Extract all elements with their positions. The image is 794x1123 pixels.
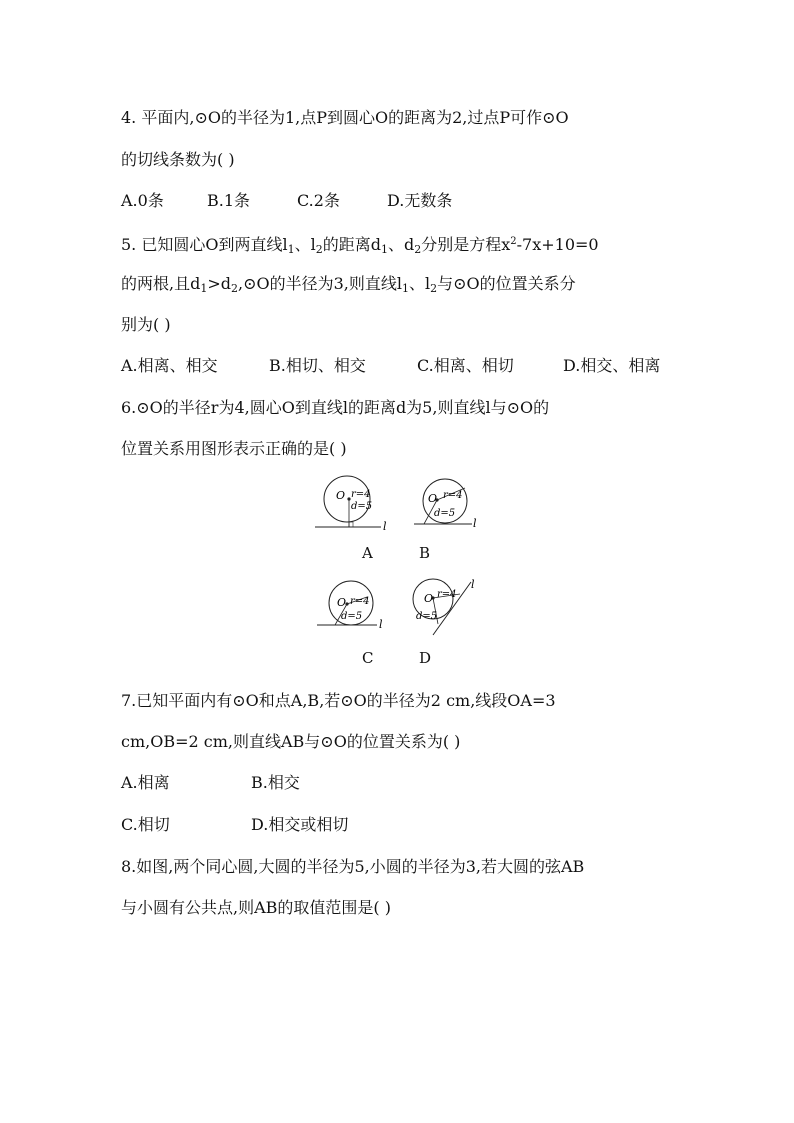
figure-c-r-label: r=4 xyxy=(350,596,370,607)
figure-d-l-label: l xyxy=(471,578,475,591)
q5-option-d: D.相交、相离 xyxy=(563,356,661,375)
figure-a-r-label: r=4 xyxy=(351,489,371,500)
q5-line-3: 别为( ) xyxy=(121,315,171,334)
q4-option-c: C.2条 xyxy=(297,191,340,210)
q8-line-1: 8.如图,两个同心圆,大圆的半径为5,小圆的半径为3,若大圆的弦AB xyxy=(121,857,585,876)
q6-line-2: 位置关系用图形表示正确的是( ) xyxy=(121,439,347,458)
q5-option-a: A.相离、相交 xyxy=(121,356,218,375)
q4-line-2: 的切线条数为( ) xyxy=(121,150,235,169)
q7-line-1: 7.已知平面内有⊙O和点A,B,若⊙O的半径为2 cm,线段OA=3 xyxy=(121,691,556,710)
q4-option-d: D.无数条 xyxy=(387,191,453,210)
q6-line-1: 6.⊙O的半径r为4,圆心O到直线l的距离d为5,则直线l与⊙O的 xyxy=(121,398,550,417)
figure-b-o-label: O xyxy=(428,492,438,505)
figure-d-d-label: d=5 xyxy=(416,611,438,622)
figure-b-r-label: r=4 xyxy=(443,490,463,501)
figure-b-l-label: l xyxy=(473,517,477,530)
q4-option-a: A.0条 xyxy=(121,191,164,210)
q7-option-b: B.相交 xyxy=(251,773,300,792)
q5-line-2: 的两根,且$d_1>d_2,⊙O$的半径为3,则直线$l_1$、$l_2$与⊙O的位置关系分 xyxy=(121,274,576,295)
q5-option-c: C.相离、相切 xyxy=(417,356,514,375)
figure-c-d-label: d=5 xyxy=(341,611,363,622)
q8-line-2: 与小圆有公共点,则AB的取值范围是( ) xyxy=(121,898,391,917)
figure-b-letter: B xyxy=(419,544,431,562)
q5-line-1: 5. 已知圆心O到两直线$l_1$、$l_2$的距离$d_1$、$d_2$分别是方程$x^2-7x+10=0$ xyxy=(121,235,599,256)
figure-d-r-label: r=4 xyxy=(437,589,457,600)
q4-line-1: 4. 平面内,⊙O的半径为1,点P到圆心O的距离为2,过点P可作⊙O xyxy=(121,108,569,127)
figure-b-d-label: d=5 xyxy=(434,508,456,519)
figure-a xyxy=(313,472,393,534)
figure-a-o-label: O xyxy=(336,489,346,502)
q7-option-d: D.相交或相切 xyxy=(251,815,349,834)
figure-d xyxy=(405,572,485,642)
figure-c-letter: C xyxy=(362,649,374,667)
figure-c-o-label: O xyxy=(337,596,347,609)
figure-c-l-label: l xyxy=(379,618,383,631)
figure-a-d-label: d=5 xyxy=(351,501,373,512)
figure-d-letter: D xyxy=(419,649,432,667)
figure-b xyxy=(410,472,490,534)
q4-option-b: B.1条 xyxy=(207,191,251,210)
figure-a-letter: A xyxy=(362,544,373,562)
figure-d-o-label: O xyxy=(424,592,434,605)
figure-c xyxy=(313,577,393,639)
figure-a-l-label: l xyxy=(383,520,387,533)
q7-option-a: A.相离 xyxy=(121,773,170,792)
q5-option-b: B.相切、相交 xyxy=(269,356,366,375)
q7-line-2: cm,OB=2 cm,则直线AB与⊙O的位置关系为( ) xyxy=(121,732,461,751)
q7-option-c: C.相切 xyxy=(121,815,170,834)
